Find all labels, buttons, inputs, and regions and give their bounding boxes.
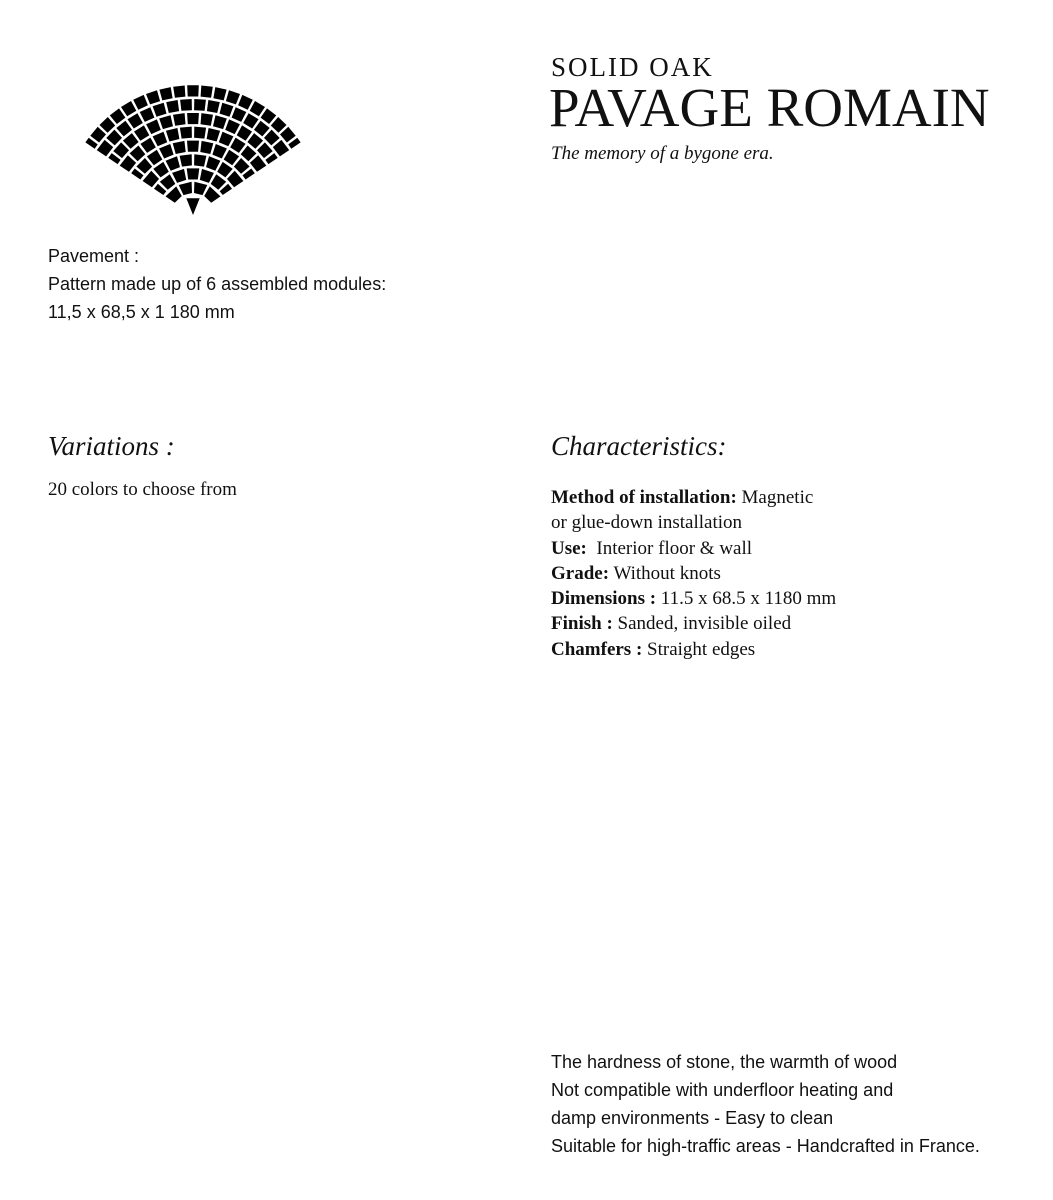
installation-row-continued: [551, 510, 911, 535]
logo-tile: [90, 127, 106, 143]
logo-tile: [179, 182, 192, 195]
logo-tile: [166, 156, 180, 170]
logo-tile: [166, 100, 179, 113]
logo-tile: [213, 87, 226, 100]
chamfers-value: Straight edges: [642, 638, 756, 660]
logo-tile: [159, 144, 174, 159]
pavement-info: [48, 242, 386, 326]
installation-value-2: or glue-down installation: [551, 512, 743, 534]
note-line-3: damp environments - Easy to clean: [551, 1108, 834, 1128]
dimensions-label: Dimensions :: [551, 588, 657, 610]
installation-label: Method of installation:: [551, 487, 737, 508]
logo-tile: [247, 133, 263, 149]
use-row: [551, 536, 911, 561]
logo-tile: [100, 117, 116, 133]
variations-text: 20 colors to choose from: [48, 479, 237, 500]
logo-tile: [134, 125, 149, 140]
installation-row: [551, 485, 911, 510]
logo-tile: [153, 132, 168, 147]
logo-tile: [241, 146, 257, 162]
logo-tile: [219, 132, 234, 147]
logo-tile: [250, 101, 265, 116]
logo-tile: [217, 162, 233, 178]
logo-tile: [200, 141, 213, 154]
logo-tile: [254, 121, 270, 137]
dimensions-row: [551, 586, 911, 611]
finish-row: [551, 611, 911, 636]
logo-tile: [136, 158, 152, 174]
logo-tile: [280, 127, 296, 143]
logo-tiles: [85, 85, 300, 215]
logo-tile: [186, 198, 199, 215]
chamfers-label: Chamfers :: [551, 638, 643, 660]
logo-tile: [173, 86, 185, 98]
logo-tile: [110, 108, 126, 124]
installation-value: Magnetic: [736, 487, 814, 508]
logo-tile: [207, 100, 220, 113]
logo-tile: [128, 113, 143, 128]
logo-tile: [237, 125, 252, 140]
dimensions-value: 11.5 x 68.5 x 1180 mm: [656, 588, 837, 610]
logo-tile: [225, 119, 240, 134]
chamfers-row: [551, 637, 911, 662]
logo-tile: [207, 128, 221, 142]
variations-heading: Variations :: [48, 431, 175, 461]
logo-tile: [173, 113, 186, 126]
finish-label: Finish :: [551, 613, 613, 635]
logo-tile: [243, 113, 258, 128]
logo-tile: [194, 182, 207, 195]
logo-tile: [140, 107, 155, 122]
logo-tile: [130, 146, 146, 162]
logo-tile: [187, 85, 199, 96]
grade-value: Without knots: [609, 562, 721, 584]
logo-tile: [180, 154, 192, 166]
logo-tile: [97, 140, 113, 157]
logo-tile: [159, 87, 172, 100]
logo-tile: [194, 154, 206, 166]
logo-tile: [106, 130, 122, 146]
logo-tile: [166, 128, 180, 142]
note-line-4: Suitable for high-traffic areas - Handcrafted in France.: [551, 1136, 980, 1156]
logo-tile: [187, 113, 199, 124]
characteristics-list: [551, 485, 911, 662]
product-subtitle: SOLID OAK: [551, 52, 714, 82]
logo-tile: [200, 169, 214, 183]
logo-tile: [226, 90, 240, 104]
pavement-label: Pavement :: [48, 246, 140, 266]
logo-tile: [194, 127, 206, 139]
logo-tile: [257, 142, 273, 158]
logo-tile: [211, 174, 227, 190]
pavement-pattern-text: Pattern made up of 6 assembled modules:: [48, 274, 387, 294]
fan-cobblestone-pattern-icon: [46, 44, 340, 219]
logo-tile: [116, 121, 132, 137]
logo-tile: [224, 150, 239, 165]
logo-tile: [147, 150, 162, 165]
logo-tile: [271, 117, 287, 133]
logo-tile: [194, 99, 206, 111]
logo-tile: [133, 95, 148, 110]
product-tagline: The memory of a bygone era.: [551, 143, 774, 164]
characteristics-heading: Characteristics:: [551, 431, 727, 461]
grade-row: [551, 561, 911, 586]
logo-tile: [153, 103, 167, 117]
logo-tile: [212, 144, 227, 159]
note-line-1: The hardness of stone, the warmth of wood: [551, 1052, 898, 1072]
logo-tile: [160, 174, 176, 190]
logo-tile: [201, 86, 213, 98]
pavement-dimensions: 11,5 x 68,5 x 1 180 mm: [48, 302, 235, 322]
logo-tile: [234, 158, 250, 174]
logo-tile: [146, 119, 161, 134]
logo-tile: [113, 142, 129, 158]
logo-tile: [232, 107, 247, 122]
logo-tile: [153, 162, 169, 178]
logo-tile: [187, 168, 200, 179]
logo-tile: [238, 95, 253, 110]
logo-tile: [206, 156, 220, 170]
logo-tile: [172, 169, 186, 183]
logo-tile: [121, 101, 136, 116]
logo-tile: [220, 103, 234, 117]
logo-tile: [213, 115, 227, 129]
logo-tile: [173, 141, 186, 154]
logo-tile: [180, 99, 192, 111]
logo-tile: [159, 115, 173, 129]
logo-tile: [140, 138, 155, 153]
use-value: Interior floor & wall: [586, 537, 753, 559]
product-title: PAVAGE ROMAIN: [549, 77, 990, 138]
note-line-2: Not compatible with underfloor heating and: [551, 1080, 894, 1100]
logo-tile: [230, 138, 245, 153]
product-notes: [551, 1048, 980, 1160]
grade-label: Grade:: [551, 562, 610, 584]
logo-tile: [201, 113, 214, 126]
logo-tile: [180, 127, 192, 139]
finish-value: Sanded, invisible oiled: [612, 613, 792, 635]
logo-tile: [123, 133, 139, 149]
logo-tile: [146, 90, 160, 104]
use-label: Use:: [551, 537, 587, 559]
logo-tile: [264, 130, 280, 146]
logo-tile: [187, 141, 199, 152]
logo-tile: [273, 140, 289, 157]
logo-tile: [261, 108, 277, 124]
